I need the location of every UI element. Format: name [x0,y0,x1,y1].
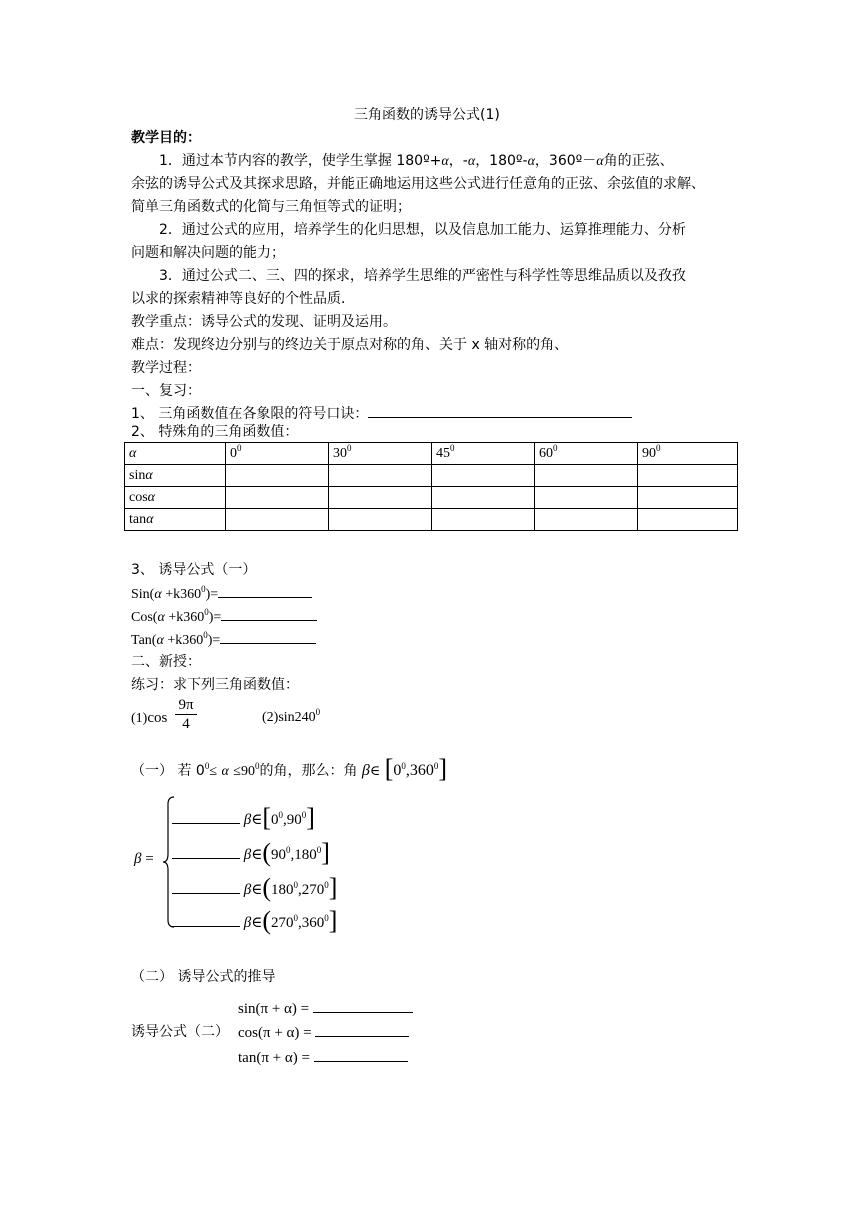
exercise-heading: 练习：求下列三角函数值： [131,677,299,693]
table-cell [226,509,329,531]
answer-blank [313,1000,413,1013]
formula-2-tan: tan(π + α) = [238,1049,408,1067]
new-lesson-heading: 二、新授： [131,654,201,670]
table-row-label: sinα [125,465,226,487]
alpha-symbol: α [596,154,604,169]
table-cell [432,487,535,509]
goal-1-line-2: 余弦的诱导公式及其探求思路，并能正确地运用这些公式进行任意角的正弦、余弦值的求解、 [131,176,705,192]
review-item-1-text: 1、 三角函数值在各象限的符号口诀： [131,406,369,422]
case-row: $\beta\in(180^0,270^0]$ [172,873,337,899]
review-heading: 一、复习： [131,383,201,399]
alpha-symbol: α [527,154,535,169]
table-cell [329,465,432,487]
table-header-angle: $90^0$ [638,443,738,465]
review-item-1 [131,405,632,422]
goal-1-line-1 [159,153,674,170]
formula-1-heading: 3、 诱导公式（一） [131,562,257,578]
table-row [125,509,738,531]
section-1-line: （一） 若 $0^0\le \alpha \le 90^0$的角，那么：角 β∈ $[0^0,360^0]$ [131,754,448,783]
formula-1-cos: $Cos(\alpha +k360^0)=$ [131,608,317,626]
goal-1-text-b: ，- [448,153,468,169]
process-heading: 教学过程： [131,360,201,376]
review-item-2: 2、 特殊角的三角函数值： [131,424,299,440]
goal-3-line-2: 以求的探索精神等良好的个性品质． [131,291,355,307]
teaching-goal-heading: 教学目的： [131,130,201,146]
table-row-label: tanα [125,509,226,531]
table-cell [535,509,638,531]
difficulties: 难点：发现终边分别与的终边关于原点对称的角、关于 x 轴对称的角、 [131,337,569,353]
page-title: 三角函数的诱导公式(1) [354,107,500,123]
goal-1-text-c: ，180º- [475,153,528,169]
table-row-label: cosα [125,487,226,509]
goal-1-line-3: 简单三角函数式的化简与三角恒等式的证明； [131,199,411,215]
table-cell [638,465,738,487]
table-cell [329,509,432,531]
table-header-angle: $45^0$ [432,443,535,465]
answer-blank [220,631,316,644]
exercise-1-fraction: 9π 4 [175,696,197,733]
exercise-2: $(2)\sin 240^0$ [262,707,321,725]
table-cell [432,509,535,531]
case-row: $\beta\in(270^0,360^0]$ [172,906,337,932]
formula-1-sin: $Sin(\alpha +k360^0)=$ [131,585,312,603]
answer-blank [172,846,240,859]
table-cell [535,487,638,509]
goal-2-line-2: 问题和解决问题的能力； [131,245,285,261]
alpha-symbol: α [441,154,449,169]
answer-blank [314,1049,408,1062]
table-header-angle: $0^0$ [226,443,329,465]
case-row: $\beta\in(90^0,180^0]$ [172,838,330,864]
table-cell [535,465,638,487]
table-cell [226,465,329,487]
table-cell [432,465,535,487]
key-points: 教学重点：诱导公式的发现、证明及运用。 [131,314,397,330]
table-row [125,465,738,487]
exercise-1-label: (1)cos [131,710,168,726]
section-2-heading: （二） 诱导公式的推导 [131,969,276,985]
table-cell [226,487,329,509]
formula-2-cos: cos(π + α) = [238,1024,409,1042]
answer-blank [172,811,240,824]
table-header-angle: $30^0$ [329,443,432,465]
beta-equals: β = [134,851,154,867]
goal-3-line-1: 3．通过公式二、三、四的探求，培养学生思维的严密性与科学性等思维品质以及孜孜 [159,268,686,284]
goal-1-text-a: 1．通过本节内容的教学，使学生掌握 180º+ [159,153,442,169]
table-row [125,487,738,509]
answer-blank [221,608,317,621]
formula-2-sin: sin(π + α) = [238,1000,413,1018]
case-row: $\beta\in[0^0,90^0]$ [172,803,315,829]
formula-1-tan: $Tan(\alpha +k360^0)=$ [131,631,316,649]
answer-blank [218,585,312,598]
table-cell [329,487,432,509]
goal-1-text-d: ，360º－ [534,153,597,169]
goal-2-line-1: 2．通过公式的应用，培养学生的化归思想，以及信息加工能力、运算推理能力、分析 [159,222,686,238]
answer-blank [172,914,240,927]
alpha-symbol: α [467,154,476,169]
table-cell [638,487,738,509]
table-header-alpha: α [125,443,226,465]
answer-blank [315,1024,409,1037]
table-cell [638,509,738,531]
formula-2-group-label: 诱导公式（二） [131,1024,229,1040]
table-header-angle: $60^0$ [535,443,638,465]
answer-blank [368,405,632,418]
table-header-row [125,443,738,465]
special-angles-table [124,442,738,531]
answer-blank [172,881,240,894]
goal-1-text-e: 角的正弦、 [603,153,674,169]
